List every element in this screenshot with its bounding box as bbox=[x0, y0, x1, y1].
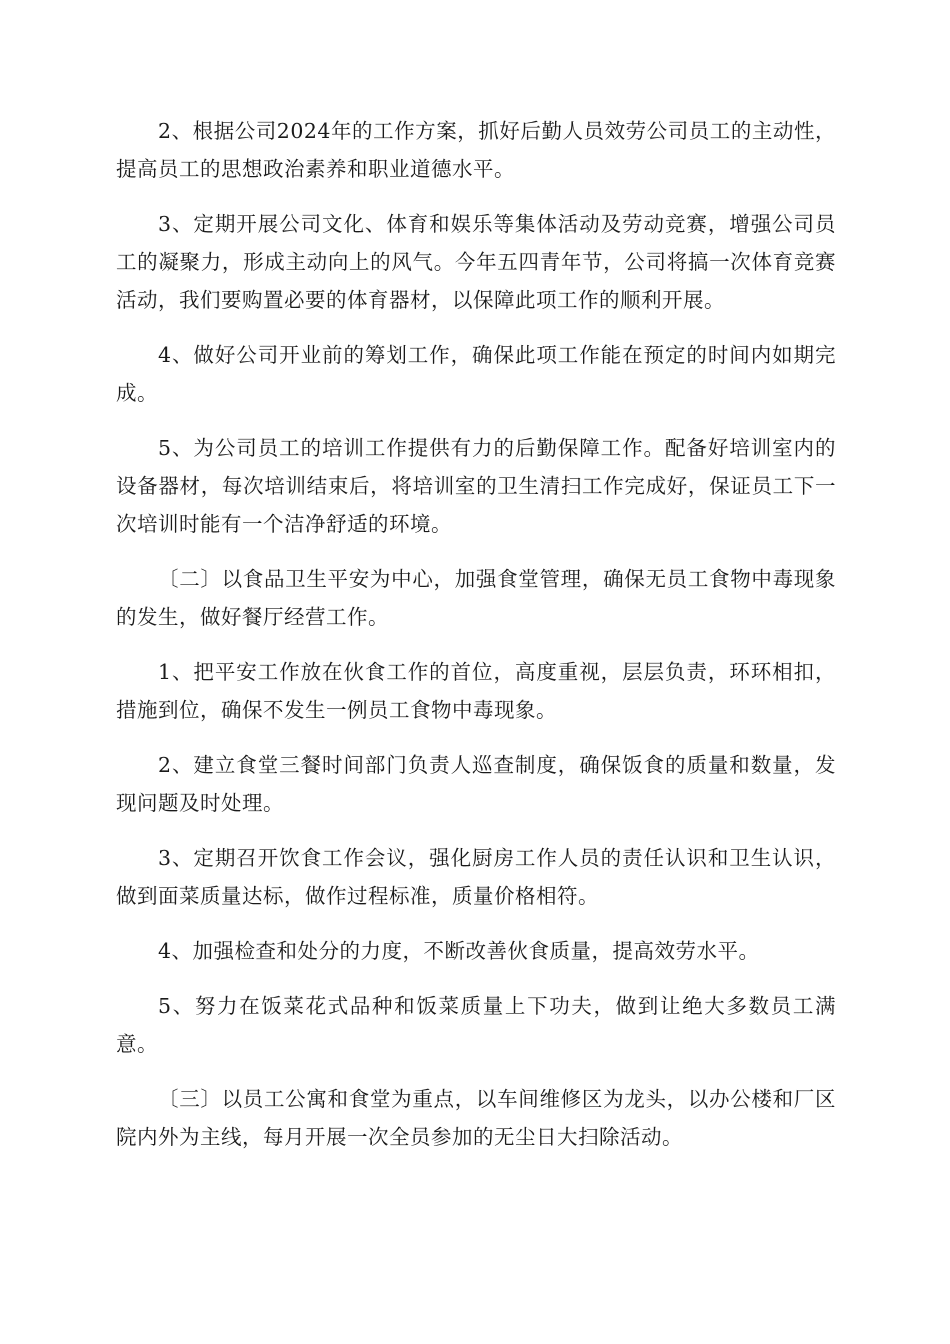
paragraph-item-3-meetings: 3、定期召开饮食工作会议，强化厨房工作人员的责任认识和卫生认识，做到面菜质量达标，做作过程标准，质量价格相符。 bbox=[116, 846, 836, 908]
document-body bbox=[116, 112, 836, 1173]
paragraph-item-5-variety: 5、努力在饭菜花式品种和饭菜质量上下功夫，做到让绝大多数员工满意。 bbox=[116, 994, 836, 1056]
paragraph-item-2-inspection: 2、建立食堂三餐时间部门负责人巡查制度，确保饭食的质量和数量，发现问题及时处理。 bbox=[116, 753, 836, 815]
paragraph-item-1-safety: 1、把平安工作放在伙食工作的首位，高度重视，层层负责，环环相扣，措施到位，确保不发生一例员工食物中毒现象。 bbox=[116, 660, 836, 722]
paragraph-item-4-quality: 4、加强检查和处分的力度，不断改善伙食质量，提高效劳水平。 bbox=[158, 939, 760, 963]
paragraph-item-2-initiative: 2、根据公司2024年的工作方案，抓好后勤人员效劳公司员工的主动性，提高员工的思想政治素养和职业道德水平。 bbox=[116, 119, 836, 181]
section-heading-two: 〔二〕以食品卫生平安为中心，加强食堂管理，确保无员工食物中毒现象的发生，做好餐厅经营工作。 bbox=[116, 567, 836, 629]
paragraph-item-5-training: 5、为公司员工的培训工作提供有力的后勤保障工作。配备好培训室内的设备器材，每次培训结束后，将培训室的卫生清扫工作完成好，保证员工下一次培训时能有一个洁净舒适的环境。 bbox=[116, 436, 836, 536]
section-heading-three: 〔三〕以员工公寓和食堂为重点，以车间维修区为龙头，以办公楼和厂区院内外为主线，每月开展一次全员参加的无尘日大扫除活动。 bbox=[116, 1087, 836, 1149]
paragraph-item-3-activities: 3、定期开展公司文化、体育和娱乐等集体活动及劳动竞赛，增强公司员工的凝聚力，形成主动向上的风气。今年五四青年节，公司将搞一次体育竞赛活动，我们要购置必要的体育器材，以保障此项工作的顺利开展。 bbox=[116, 212, 836, 312]
paragraph-item-4-planning: 4、做好公司开业前的筹划工作，确保此项工作能在预定的时间内如期完成。 bbox=[116, 343, 836, 405]
